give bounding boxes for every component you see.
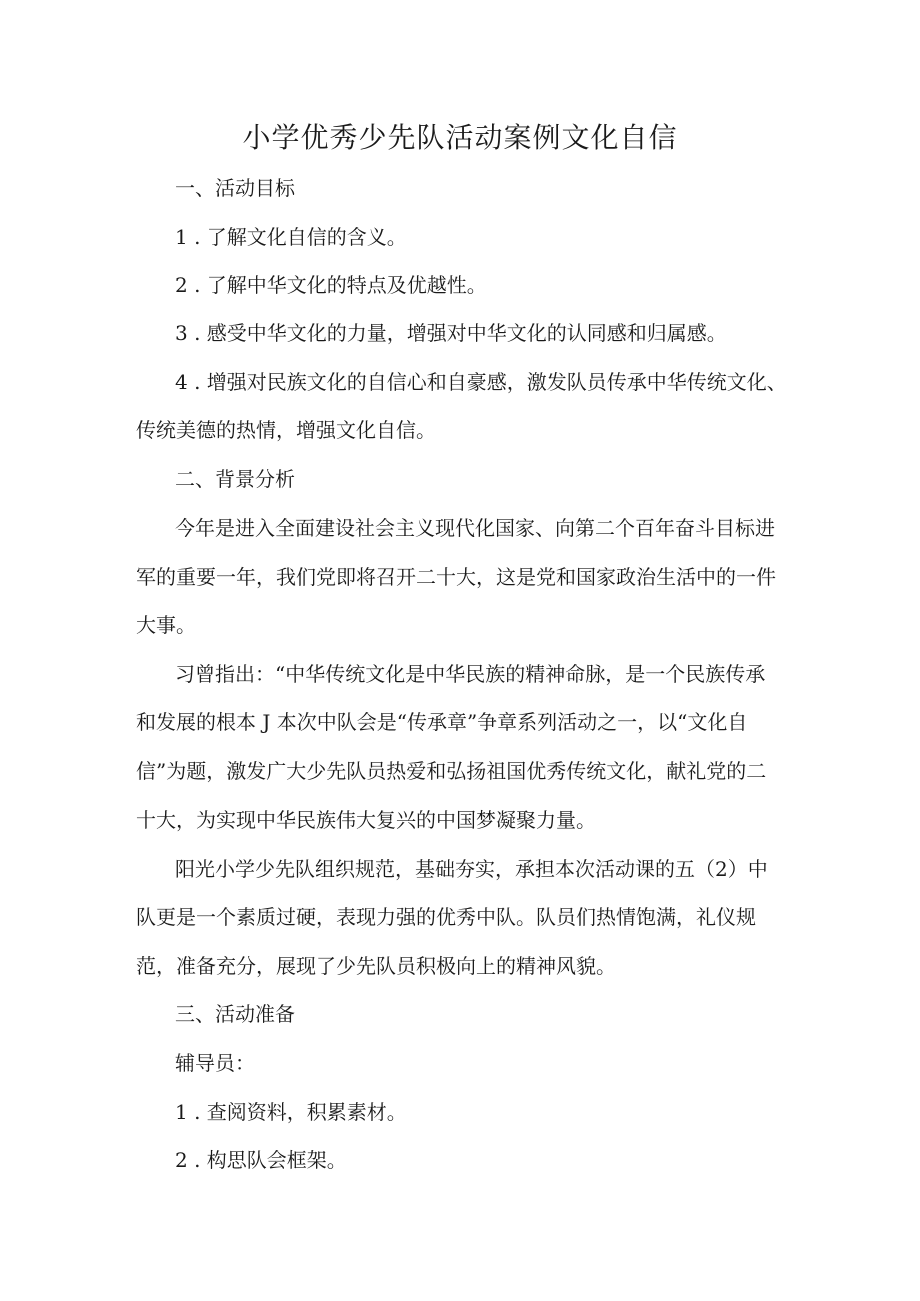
- background-para-1-line-1: 今年是进入全面建设社会主义现代化国家、向第二个百年奋斗目标进: [175, 516, 775, 540]
- counselor-label: 辅导员：: [175, 1051, 255, 1075]
- document-title: 小学优秀少先队活动案例文化自信: [242, 121, 678, 154]
- background-para-3-line-2: 队更是一个素质过硬，表现力强的优秀中队。队员们热情饱满，礼仪规: [136, 905, 756, 929]
- background-para-2-line-4: 十大，为实现中华民族伟大复兴的中国梦凝聚力量。: [136, 808, 596, 832]
- background-para-2-line-1: 习曾指出：“中华传统文化是中华民族的精神命脉，是一个民族传承: [175, 662, 766, 686]
- background-para-2-line-2: 和发展的根本 J 本次中队会是“传承章”争章系列活动之一，以“文化自: [136, 710, 748, 734]
- section-heading-preparation: 三、活动准备: [175, 1002, 295, 1026]
- goal-item-2: 2 . 了解中华文化的特点及优越性。: [175, 273, 487, 297]
- goal-item-1: 1 . 了解文化自信的含义。: [175, 225, 407, 249]
- prep-item-1: 1 . 查阅资料，积累素材。: [175, 1100, 407, 1124]
- section-heading-background: 二、背景分析: [175, 467, 295, 491]
- background-para-2-line-3: 信”为题，激发广大少先队员热爱和弘扬祖国优秀传统文化，献礼党的二: [136, 759, 767, 783]
- goal-item-3: 3 . 感受中华文化的力量，增强对中华文化的认同感和归属感。: [175, 321, 727, 345]
- background-para-1-line-2: 军的重要一年，我们党即将召开二十大，这是党和国家政治生活中的一件: [136, 565, 776, 589]
- background-para-1-line-3: 大事。: [136, 613, 196, 637]
- prep-item-2: 2 . 构思队会框架。: [175, 1148, 347, 1172]
- section-heading-goals: 一、活动目标: [175, 176, 295, 200]
- background-para-3-line-1: 阳光小学少先队组织规范，基础夯实，承担本次活动课的五（2）中: [175, 857, 768, 881]
- goal-item-4-line-1: 4 . 增强对民族文化的自信心和自豪感，激发队员传承中华传统文化、: [175, 370, 787, 394]
- background-para-3-line-3: 范，准备充分，展现了少先队员积极向上的精神风貌。: [136, 954, 616, 978]
- goal-item-4-line-2: 传统美德的热情，增强文化自信。: [136, 418, 436, 442]
